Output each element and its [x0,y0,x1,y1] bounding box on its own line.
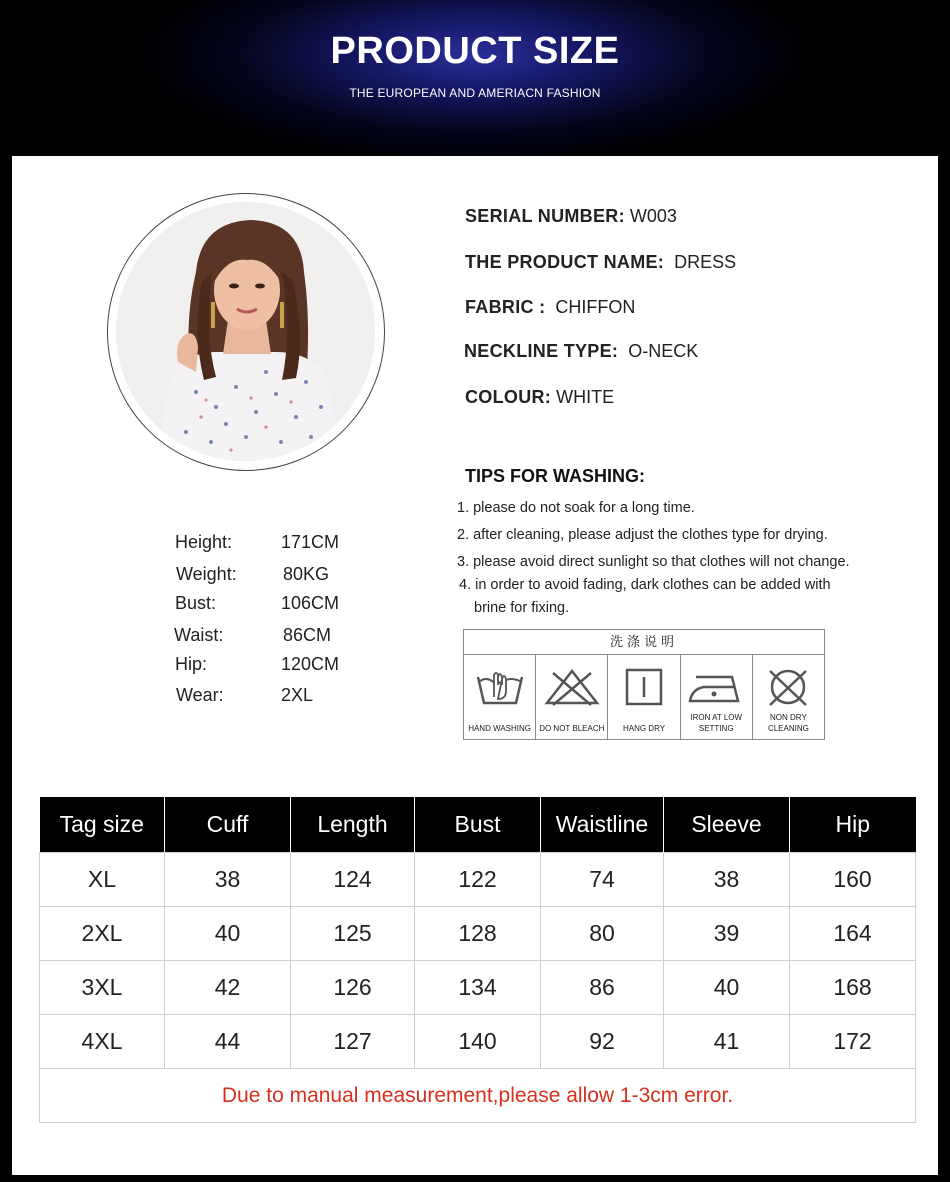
table-cell: 80 [541,907,664,961]
table-row [40,961,916,1015]
table-cell: 41 [664,1015,790,1069]
table-cell: 2XL [40,907,165,961]
table-cell: 125 [291,907,415,961]
table-note-row [40,1069,916,1123]
table-cell: 74 [541,853,664,907]
table-row [40,1015,916,1069]
table-cell: 126 [291,961,415,1015]
washing-instructions-chart [463,629,825,740]
page-header [0,0,950,156]
table-cell: 140 [415,1015,541,1069]
washing-tip: 4. in order to avoid fading, dark clothes can be added with [459,577,831,593]
washing-tip: 2. after cleaning, please adjust the clothes type for drying. [457,527,828,543]
spec-product-name: THE PRODUCT NAME: DRESS [465,252,737,272]
model-photo [116,202,375,461]
table-cell: 38 [664,853,790,907]
table-cell: 172 [790,1015,916,1069]
washing-tip: brine for fixing. [474,600,570,616]
table-cell: 168 [790,961,916,1015]
model-waist: Waist: 86CM [174,625,332,645]
column-header: Sleeve [664,797,790,853]
wash-cell-hang-dry: HANG DRY [608,655,680,740]
table-cell: 38 [165,853,291,907]
model-bust: Bust: 106CM [175,593,340,613]
table-cell: 40 [165,907,291,961]
wash-cell-no-dry-cleaning: NON DRY CLEANING [753,655,824,740]
spec-colour: COLOUR: WHITE [465,387,615,407]
table-cell: XL [40,853,165,907]
no-bleach-icon [543,667,601,709]
hang-dry-icon [624,667,664,709]
table-header-row [40,797,916,853]
wash-cell-no-bleach: DO NOT BLEACH [536,655,608,740]
model-hip: Hip: 120CM [175,654,340,674]
model-height: Height: 171CM [175,532,340,552]
no-dry-clean-icon [762,667,814,709]
washing-tip: 1. please do not soak for a long time. [457,500,695,516]
table-cell: 127 [291,1015,415,1069]
model-weight: Weight: 80KG [176,564,330,584]
column-header: Cuff [165,797,291,853]
measurement-error-note: Due to manual measurement,please allow 1-3cm error. [40,1069,916,1123]
wash-cell-hand-washing: HAND WASHING [464,655,536,740]
table-cell: 124 [291,853,415,907]
table-cell: 92 [541,1015,664,1069]
table-cell: 122 [415,853,541,907]
table-cell: 4XL [40,1015,165,1069]
table-cell: 40 [664,961,790,1015]
wash-cell-iron-low: IRON AT LOW SETTING [681,655,753,740]
washing-tips-title: TIPS FOR WASHING: [465,466,645,486]
product-panel [12,156,938,1175]
washing-tip: 3. please avoid direct sunlight so that clothes will not change. [457,554,850,570]
model-wear: Wear: 2XL [176,685,314,705]
column-header: Hip [790,797,916,853]
spec-serial-number: SERIAL NUMBER: W003 [465,206,677,226]
table-cell: 128 [415,907,541,961]
table-cell: 160 [790,853,916,907]
washing-chart-title: 洗涤说明 [464,630,824,655]
table-cell: 164 [790,907,916,961]
size-chart-table [39,797,916,1123]
table-cell: 86 [541,961,664,1015]
hand-wash-icon [474,667,526,709]
model-photo-frame [107,193,385,471]
table-row [40,853,916,907]
column-header: Length [291,797,415,853]
column-header: Waistline [541,797,664,853]
page-title: PRODUCT SIZE [330,30,620,72]
iron-low-icon [686,667,746,709]
column-header: Tag size [40,797,165,853]
table-row [40,907,916,961]
column-header: Bust [415,797,541,853]
spec-fabric: FABRIC : CHIFFON [465,297,636,317]
table-cell: 134 [415,961,541,1015]
table-cell: 42 [165,961,291,1015]
page-subtitle: THE EUROPEAN AND AMERIACN FASHION [349,86,601,100]
spec-neckline: NECKLINE TYPE: O-NECK [464,341,699,361]
table-cell: 44 [165,1015,291,1069]
table-cell: 3XL [40,961,165,1015]
table-cell: 39 [664,907,790,961]
